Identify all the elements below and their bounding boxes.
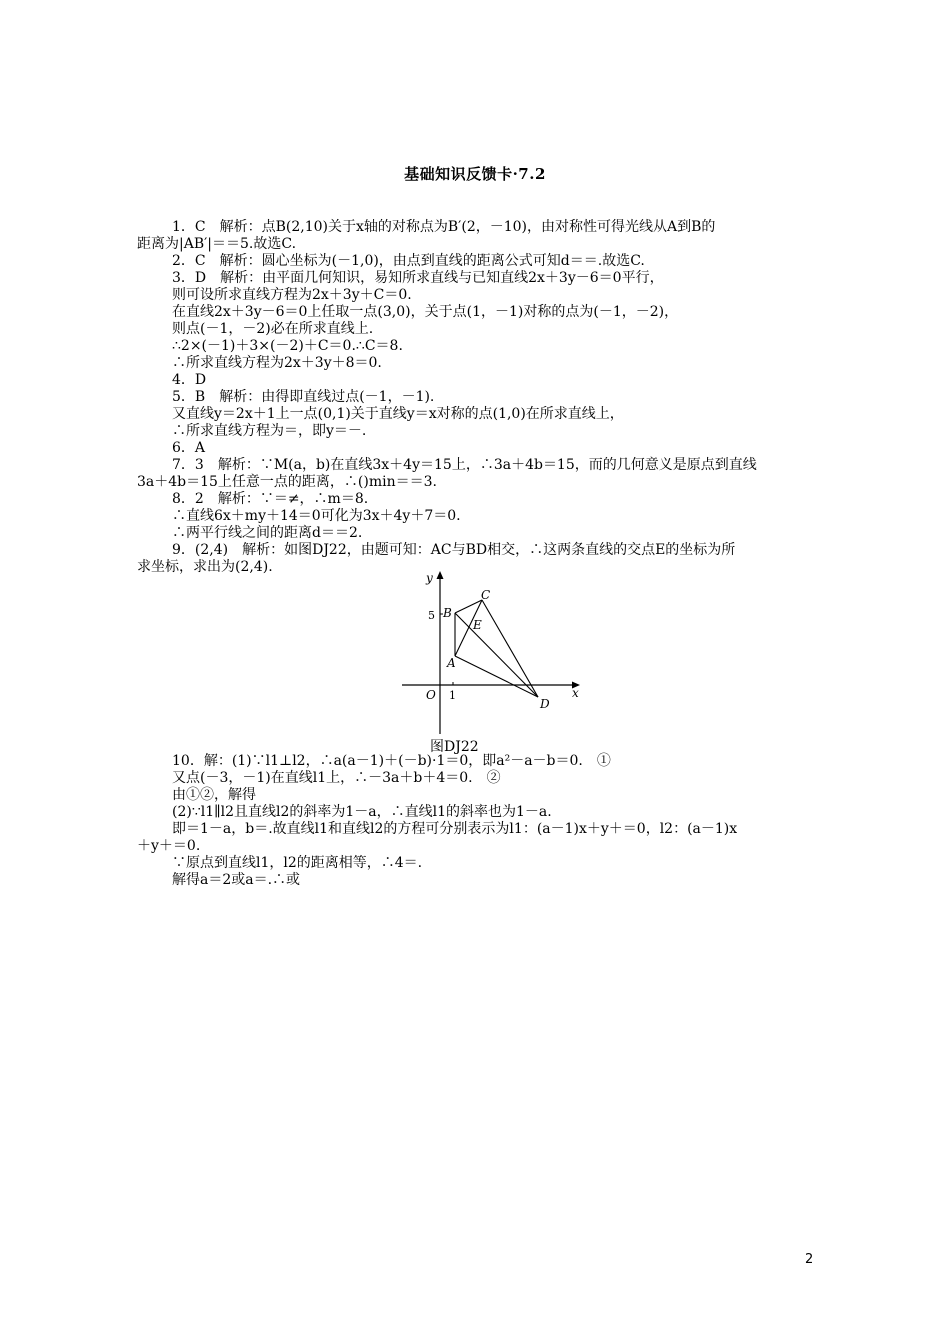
segment-bc	[455, 600, 482, 613]
text-line: ∵原点到直线l1，l2的距离相等，∴4＝.	[172, 855, 423, 871]
text-line: ∴所求直线方程为2x＋3y＋8＝0.	[172, 355, 382, 371]
text-line: 1．C 解析：点B(2,10)关于x轴的对称点为B′(2，－10)，由对称性可得光线从A到B的	[172, 219, 716, 235]
tick-label-1: 1	[449, 689, 456, 702]
text-line: 则可设所求直线方程为2x＋3y＋C＝0.	[172, 287, 412, 303]
tick-label-5: 5	[428, 609, 435, 622]
origin-label: O	[426, 688, 436, 702]
text-line: 由①②，解得	[172, 787, 256, 803]
text-line: 3a＋4b＝15上任意一点的距离，∴()min＝＝3.	[137, 474, 437, 490]
page-title: 基础知识反馈卡·7.2	[404, 165, 546, 183]
text-line: 6．A	[172, 440, 206, 456]
text-line: ∴2×(－1)＋3×(－2)＋C＝0.∴C＝8.	[172, 338, 403, 354]
page-number: 2	[805, 1252, 814, 1267]
text-line: 3．D 解析：由平面几何知识，易知所求直线与已知直线2x＋3y－6＝0平行，	[172, 270, 664, 286]
figure-caption: 图DJ22	[430, 739, 479, 755]
point-label-d: D	[540, 697, 550, 711]
text-line: 在直线2x＋3y－6＝0上任取一点(3,0)，关于点(1，－1)对称的点为(－1，－2)，	[172, 304, 679, 320]
y-axis-label: y	[426, 571, 433, 585]
text-line: 8．2 解析：∵＝≠，∴m＝8.	[172, 491, 369, 507]
text-line: 又点(－3，－1)在直线l1上，∴－3a＋b＋4＝0. ②	[172, 770, 501, 786]
x-axis-label: x	[572, 686, 579, 700]
point-label-a: A	[447, 656, 456, 670]
point-label-e: E	[473, 618, 482, 632]
text-line: 则点(－1，－2)必在所求直线上.	[172, 321, 374, 337]
text-line: 5．B 解析：由得即直线过点(－1，－1).	[172, 389, 435, 405]
y-axis-arrow	[437, 571, 444, 579]
text-line: ∴两平行线之间的距离d＝＝2.	[172, 525, 363, 541]
text-line: 解得a＝2或a＝.∴或	[172, 872, 301, 888]
text-line: (2)∵l1∥l2且直线l2的斜率为1－a，∴直线l1的斜率也为1－a.	[172, 804, 552, 820]
text-line: 2．C 解析：圆心坐标为(－1,0)，由点到直线的距离公式可知d＝＝.故选C.	[172, 253, 645, 269]
text-line: 9．(2,4) 解析：如图DJ22，由题可知：AC与BD相交，∴这两条直线的交点E的坐标为所	[172, 542, 736, 558]
text-line: 7．3 解析：∵M(a，b)在直线3x＋4y＝15上，∴3a＋4b＝15，而的几何意义是原点到直线	[172, 457, 757, 473]
text-line: 求坐标，求出为(2,4).	[137, 559, 273, 575]
text-line: 距离为|AB′|＝＝5.故选C.	[137, 236, 297, 252]
text-line: ＋y＋＝0.	[137, 838, 201, 854]
point-label-c: C	[481, 588, 491, 602]
text-line: ∴直线6x＋my＋14＝0可化为3x＋4y＋7＝0.	[172, 508, 461, 524]
text-line: 10．解：(1)∵l1⊥l2，∴a(a－1)＋(－b)·1＝0，即a²－a－b＝0. ①	[172, 753, 611, 769]
text-line: 4．D	[172, 372, 207, 388]
figure-dj22	[398, 565, 588, 737]
text-line: ∴所求直线方程为＝，即y＝－.	[172, 423, 367, 439]
text-line: 即＝1－a，b＝.故直线l1和直线l2的方程可分别表示为l1：(a－1)x＋y＋＝0，l2：(a－1)x	[172, 821, 738, 837]
point-label-b: B	[443, 606, 452, 620]
text-line: 又直线y＝2x＋1上一点(0,1)关于直线y＝x对称的点(1,0)在所求直线上，	[172, 406, 624, 422]
